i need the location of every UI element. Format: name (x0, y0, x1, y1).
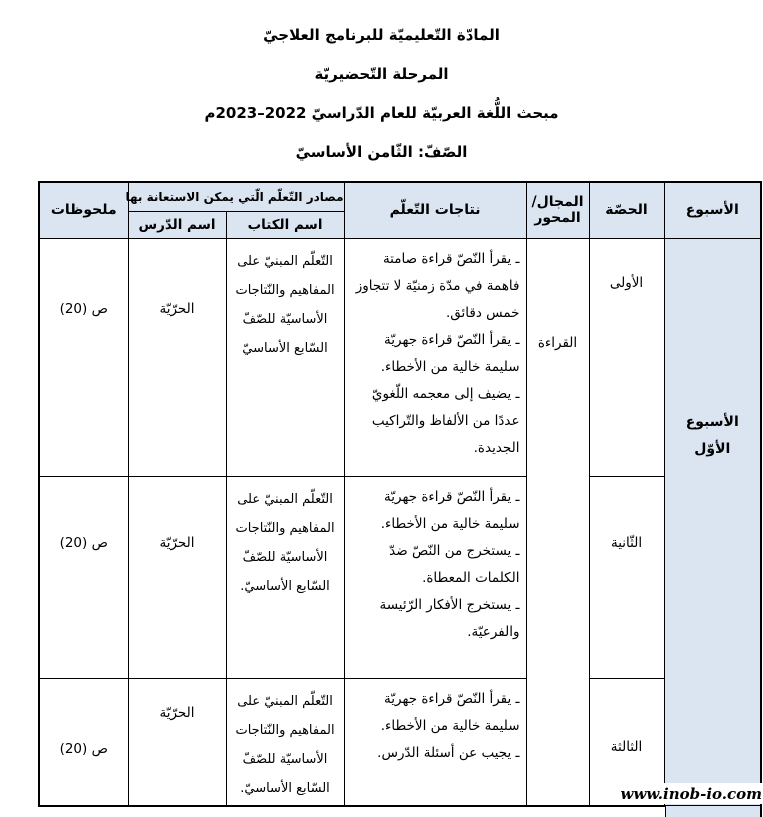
outcome-item: ـ يجيب عن أسئلة الدّرس. (377, 744, 520, 761)
watermark-text: www.inob-io.com (620, 784, 762, 803)
schedule-table (38, 181, 762, 807)
title-subject-year: مبحث اللُّغة العربيّة للعام الدّراسيّ 2022–2023م (204, 104, 559, 122)
outcomes-cell (344, 678, 526, 806)
book-name-cell: التّعلّم المبنيّ على المفاهيم والنّتاجات الأساسيّة للصّفّ السّابع الأساسيّ. (226, 476, 344, 678)
book-name-cell: التّعلّم المبنيّ على المفاهيم والنّتاجات الأساسيّة للصّفّ السّابع الأساسيّ (226, 238, 344, 476)
week-column-cutoff-strip (665, 806, 762, 817)
lesson-name-cell: الحرّيّة (128, 678, 226, 806)
header-session: الحصّة (589, 182, 664, 238)
title-program: المادّة التّعليميّة للبرنامج العلاجيّ (263, 26, 500, 44)
header-domain (526, 182, 589, 238)
outcome-item: ـ يقرأ النّصّ قراءة صامتة فاهمة في مدّة زمنيّة لا تتجاوز خمس دقائق. (355, 250, 520, 321)
outcome-item: ـ يقرأ النّصّ قراءة جهريّة سليمة خالية من الأخطاء. (380, 331, 520, 375)
lesson-name-cell: الحرّيّة (128, 476, 226, 678)
outcome-item: ـ يقرأ النّصّ قراءة جهريّة سليمة خالية من الأخطاء. (380, 488, 520, 532)
outcomes-cell (344, 476, 526, 678)
table-row (39, 238, 761, 476)
header-book-name: اسم الكتاب (226, 211, 344, 238)
outcomes-cell (344, 238, 526, 476)
domain-cell: القراءة (526, 238, 589, 806)
notes-cell: ص (20) (39, 678, 128, 806)
week-label-line2: الأوّل (694, 440, 731, 457)
outcome-item: ـ يضيف إلى معجمه اللّغويّ عددًا من الألفاظ والتّراكيب الجديدة. (371, 385, 520, 456)
header-week: الأسبوع (664, 182, 761, 238)
outcome-item: ـ يستخرج من النّصّ ضدّ الكلمات المعطاة. (389, 542, 520, 586)
header-resources: مصادر التّعلّم الّتي يمكن الاستعانة بها (128, 182, 344, 211)
week-cell (664, 238, 761, 806)
notes-cell: ص (20) (39, 476, 128, 678)
header-row-top (39, 182, 761, 211)
title-stage: المرحلة التّحضيريّة (314, 65, 449, 83)
week-label-line1: الأسبوع (685, 413, 739, 430)
title-grade: الصّفّ: الثّامن الأساسيّ (295, 143, 468, 161)
outcome-item: ـ يقرأ النّصّ قراءة جهريّة سليمة خالية من الأخطاء. (380, 690, 520, 734)
outcome-item: ـ يستخرج الأفكار الرّئيسة والفرعيّة. (379, 596, 520, 640)
header-lesson-name: اسم الدّرس (128, 211, 226, 238)
book-name-cell: التّعلّم المبنيّ على المفاهيم والنّتاجات الأساسيّة للصّفّ السّابع الأساسيّ. (226, 678, 344, 806)
header-domain-line1: المجال/ (531, 194, 584, 211)
header-notes: ملحوظات (39, 182, 128, 238)
notes-cell: ص (20) (39, 238, 128, 476)
watermark (616, 783, 762, 804)
session-cell: الأولى (589, 238, 664, 476)
header-outcomes: نتاجات التّعلّم (344, 182, 526, 238)
session-cell: الثالثة (589, 678, 664, 806)
session-cell: الثّانية (589, 476, 664, 678)
header-domain-line2: المحور (534, 210, 581, 227)
table-row (39, 476, 761, 678)
lesson-name-cell: الحرّيّة (128, 238, 226, 476)
document-titles (0, 16, 763, 172)
